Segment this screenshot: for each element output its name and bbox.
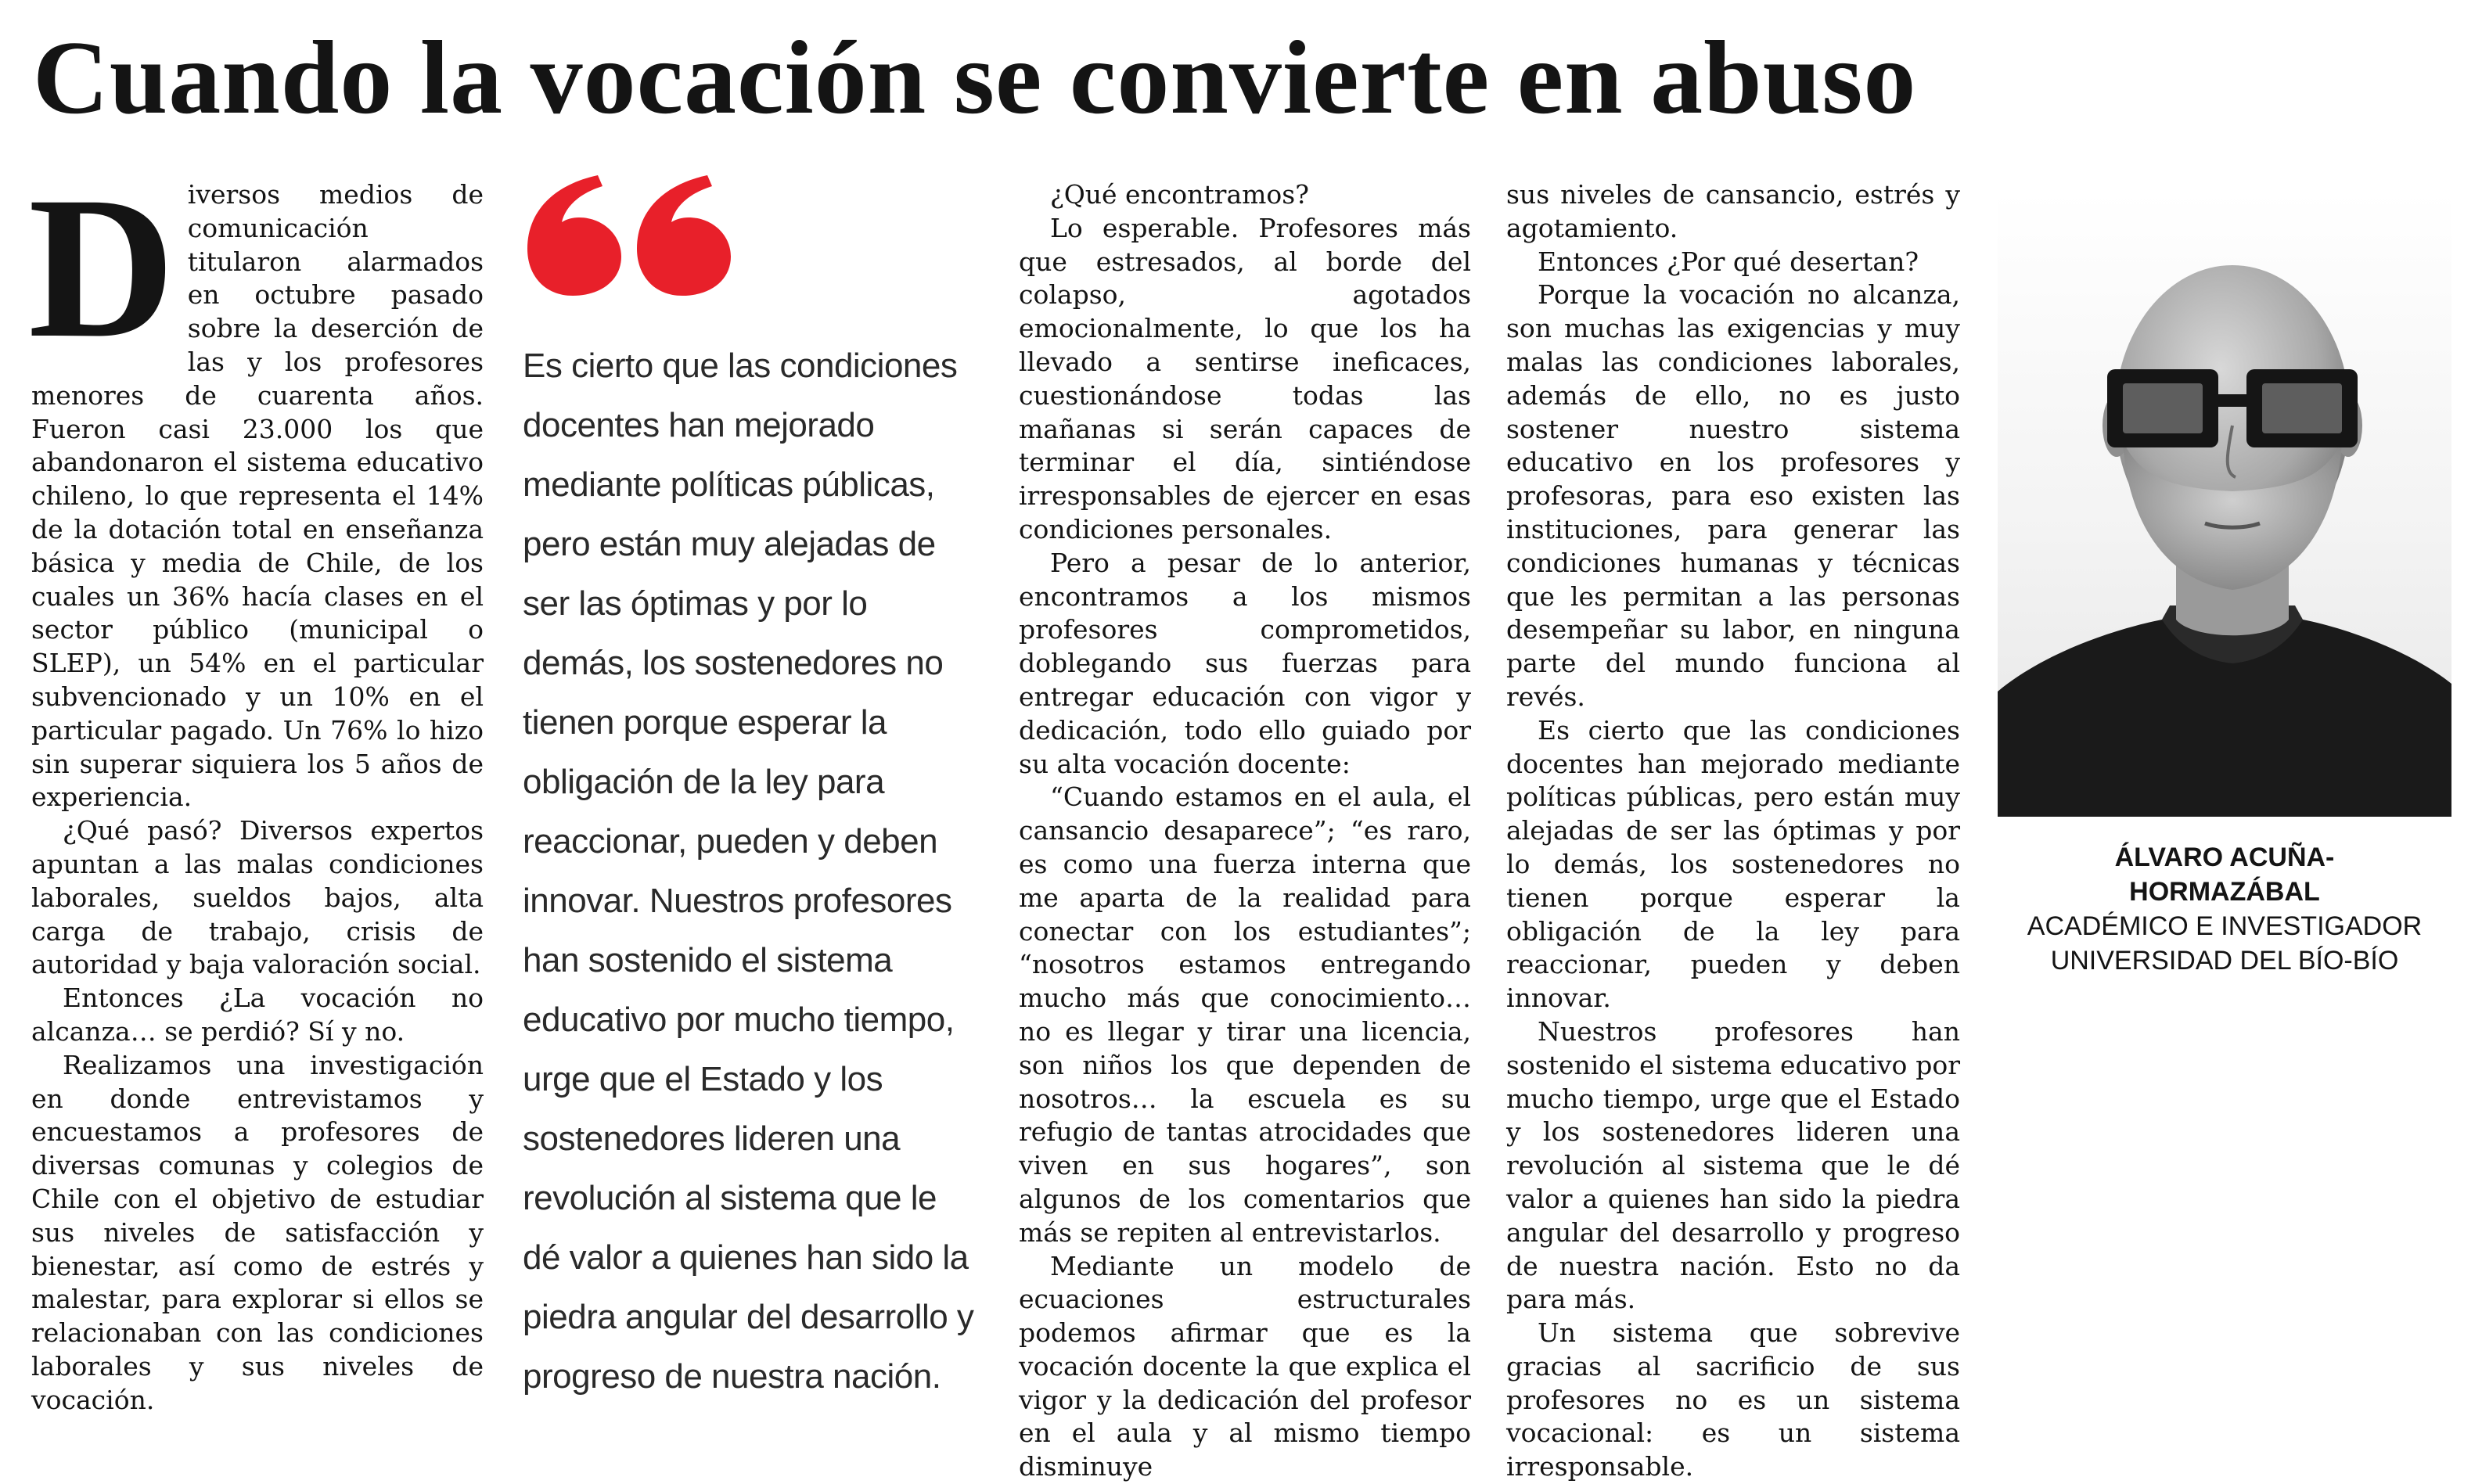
quote-mark-left (527, 175, 621, 296)
paragraph: Entonces ¿La vocación no alcanza… se perdió? Sí y no. (31, 982, 484, 1049)
paragraph: ¿Qué pasó? Diversos expertos apuntan a las malas condiciones laborales, sueldos bajos, alta carga de trabajo, crisis de autoridad y baja valoración social. (31, 814, 484, 982)
drop-cap: D (28, 189, 175, 349)
pull-quote-text: Es cierto que las condiciones docentes han mejorado mediante políticas públicas, pero están muy alejadas de ser las óptimas y por lo demás, los sostenedores no tienen porque esperar la obligación de la ley para reaccionar, pueden y deben innovar. Nuestros profesores han sostenido el sistema educativo por mucho tiempo, urge que el Estado y los sostenedores lideren una revolución al sistema que le dé valor a quienes han sido la piedra angular del desarrollo y progreso de nuestra nación. (523, 336, 977, 1407)
paragraph: ¿Qué encontramos? (1019, 178, 1471, 212)
column-3 (1019, 178, 1471, 1484)
paragraph: Porque la vocación no alcanza, son muchas las exigencias y muy malas las condiciones laborales, además de ello, no es justo sostener nuestro sistema educativo en los profesores y profesoras, para eso existen las instituciones, para generar las condiciones humanas y técnicas que les permitan a las personas desempeñar su labor, en ninguna parte del mundo funciona al revés. (1506, 278, 1960, 713)
paragraph: sus niveles de cansancio, estrés y agotamiento. (1506, 178, 1960, 246)
author-caption (1998, 840, 2451, 978)
paragraph: Lo esperable. Profesores más que estresados, al borde del colapso, agotados emocionalmente, lo que los ha llevado a sentirse ineficaces, cuestionándose todas las mañanas si serán capaces de terminar el día, sintiéndose irresponsables de ejercer en esas condiciones personales. (1019, 212, 1471, 547)
paragraph: Es cierto que las condiciones docentes han mejorado mediante políticas públicas, pero están muy alejadas de ser las óptimas y por lo demás, los sostenedores no tienen porque esperar la obligación de la ley para reaccionar, pueden y deben innovar. (1506, 714, 1960, 1015)
author-name-line1: ÁLVARO ACUÑA- (1998, 840, 2451, 875)
paragraph: Pero a pesar de lo anterior, encontramos a los mismos profesores comprometidos, doblegando sus fuerzas para entregar educación con vigor y dedicación, todo ello guiado por su alta vocación docente: (1019, 547, 1471, 782)
author-role: ACADÉMICO E INVESTIGADOR (1998, 909, 2451, 943)
paragraph: Nuestros profesores han sostenido el sistema educativo por mucho tiempo, urge que el Estado y los sostenedores lideren una revolución al sistema que le dé valor a quienes han sido la piedra angular del desarrollo y progreso de nuestra nación. Esto no da para más. (1506, 1015, 1960, 1317)
column-1 (31, 178, 484, 1417)
paragraph: Realizamos una investigación en donde entrevistamos y encuestamos a profesores de diversas comunas y colegios de Chile con el objetivo de estudiar sus niveles de satisfacción y bienestar, así como de estrés y malestar, para explorar si ellos se relacionaban con las condiciones laborales y sus niveles de vocación. (31, 1049, 484, 1418)
paragraph: “Cuando estamos en el aula, el cansancio desaparece”; “es raro, es como una fuerza interna que me aparta de la realidad para conectar con los estudiantes”; “nosotros estamos entregando mucho más que conocimiento… no es llegar y tirar una licencia, son niños los que dependen de nosotros… la escuela es su refugio de tantas atrocidades que viven en sus hogares”, son algunos de los comentarios que más se repiten al entrevistarlos. (1019, 781, 1471, 1249)
quote-mark-icon (523, 171, 734, 302)
author-name-line2: HORMAZÁBAL (1998, 875, 2451, 909)
author-portrait-icon (1998, 191, 2451, 817)
column-4 (1506, 178, 1960, 1484)
author-photo (1998, 191, 2451, 817)
paragraph: Un sistema que sobrevive gracias al sacrificio de sus profesores no es un sistema vocacional: es un sistema irresponsable. (1506, 1317, 1960, 1484)
paragraph: Entonces ¿Por qué desertan? (1506, 246, 1960, 279)
paragraph: Mediante un modelo de ecuaciones estructurales podemos afirmar que es la vocación docente la que explica el vigor y la dedicación del profesor en el aula y al mismo tiempo disminuye (1019, 1250, 1471, 1484)
headline: Cuando la vocación se convierte en abuso (33, 19, 2146, 136)
author-institution: UNIVERSIDAD DEL BÍO-BÍO (1998, 943, 2451, 978)
quote-mark-right (637, 175, 731, 296)
paragraph: iversos medios de comunicación titularon alarmados en octubre pasado sobre la deserción de las y los profesores menores de cuarenta años. Fueron casi 23.000 los que abandonaron el sistema educativo chileno, lo que representa el 14% de la dotación total en enseñanza básica y media de Chile, de los cuales un 36% hacía clases en el sector público (municipal o SLEP), un 54% en el particular subvencionado y un 10% en el particular pagado. Un 76% lo hizo sin superar siquiera los 5 años de experiencia. (31, 178, 484, 814)
